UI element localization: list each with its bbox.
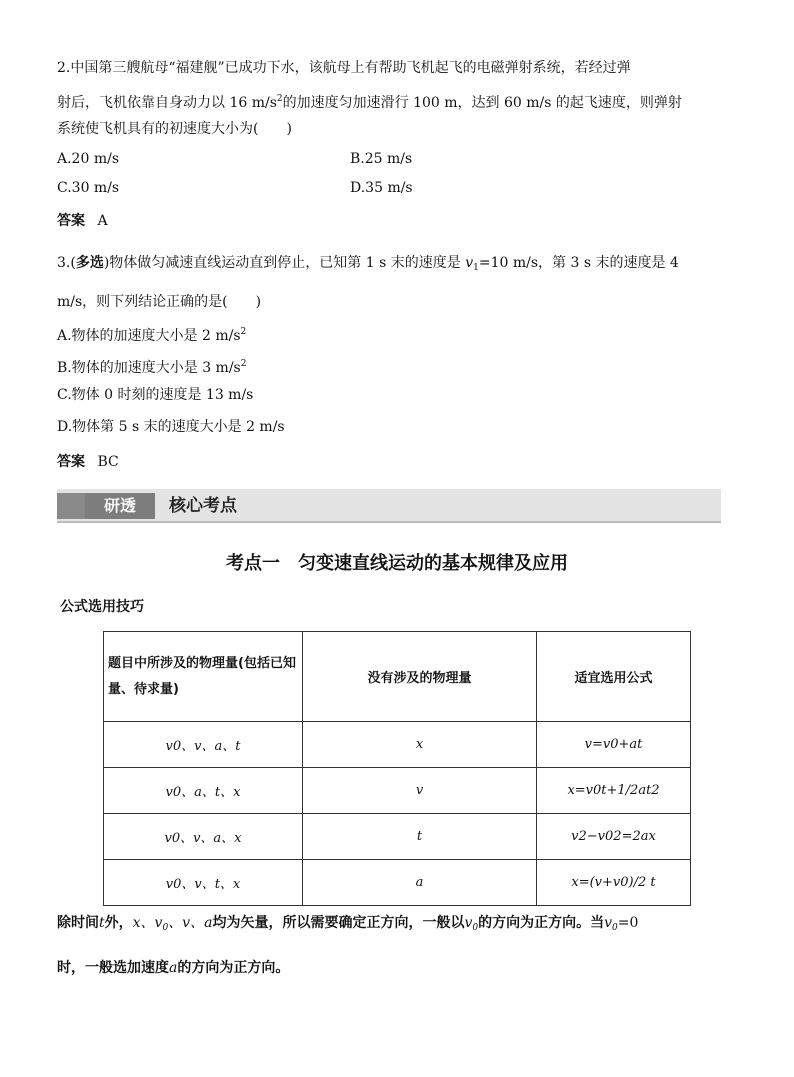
table-row	[104, 768, 691, 814]
q3-line1-b: =10 m/s，第 3 s 末的速度是 4	[478, 255, 679, 271]
q3-answer-label: 答案	[57, 454, 85, 470]
q3-option-c: C.物体 0 时刻的速度是 13 m/s	[57, 387, 254, 403]
section-header-bar	[57, 489, 721, 523]
row3-formula: v2−v02=2ax	[537, 814, 691, 860]
note-vars: x、v	[132, 915, 163, 931]
q2-answer-value: A	[97, 213, 108, 229]
header-quantities: 题目中所涉及的物理量(包括已知量、待求量)	[104, 632, 303, 722]
row1-quantities-text: v0、v、a、t	[165, 739, 241, 754]
q3-answer	[57, 452, 119, 472]
q3-stem-line2: m/s，则下列结论正确的是( )	[57, 294, 262, 310]
row3-missing: t	[303, 814, 537, 860]
q2-stem-line1: 2.中国第三艘航母“福建舰”已成功下水，该航母上有帮助飞机起飞的电磁弹射系统，若经过弹	[57, 60, 631, 76]
note-p5: 的方向为正方向。当	[478, 915, 605, 931]
header-formula: 适宜选用公式	[537, 632, 691, 722]
note-p4: 均为矢量，所以需要确定正方向，一般以	[212, 915, 465, 931]
q3-option-a	[57, 322, 246, 346]
header-missing: 没有涉及的物理量	[303, 632, 537, 722]
table-row	[104, 814, 691, 860]
q2-option-b: B.25 m/s	[350, 151, 413, 167]
table-header-row	[104, 632, 691, 722]
table-row	[104, 722, 691, 768]
note-sub0b: 0	[472, 923, 479, 933]
note-sub0c: 0	[612, 923, 618, 933]
note-v0a: v	[464, 915, 473, 931]
q3-v1-symbol: v	[465, 255, 474, 271]
row3-quantities: v0、v、a、x	[104, 814, 303, 860]
note-p2: 外，	[104, 915, 133, 931]
note-p3: 、v、a	[168, 915, 213, 931]
subtitle: 公式选用技巧	[60, 599, 144, 615]
q3-option-b-sup: 2	[240, 359, 247, 369]
section-tag: 研透	[85, 493, 155, 519]
note-line1	[57, 912, 638, 933]
section-bar-accent	[57, 493, 85, 519]
q2-answer	[57, 211, 108, 231]
row2-quantities: v0、a、t、x	[104, 768, 303, 814]
row1-quantities	[104, 722, 303, 768]
section-title: 核心考点	[169, 496, 237, 516]
q3-option-a-sup: 2	[240, 327, 247, 337]
note-t: t	[99, 915, 105, 931]
q3-number: 3.(	[57, 255, 76, 271]
q2-line2-part-b: 的加速度匀加速滑行 100 m，达到 60 m/s 的起飞速度，则弹射	[282, 95, 682, 111]
q2-stem-line3: 系统使飞机具有的初速度大小为( )	[57, 121, 292, 137]
note-p1: 除时间	[57, 915, 99, 931]
row4-formula: x=(v+v0)/2 t	[537, 860, 691, 906]
note-p6: =0	[617, 915, 639, 931]
note-a: a	[169, 960, 178, 976]
row1-missing: x	[303, 722, 537, 768]
q3-option-b-text: B.物体的加速度大小是 3 m/s	[57, 360, 241, 376]
q3-option-a-text: A.物体的加速度大小是 2 m/s	[57, 328, 241, 344]
row4-missing: a	[303, 860, 537, 906]
q2-answer-label: 答案	[57, 213, 85, 229]
note-p8: 的方向为正方向。	[177, 960, 290, 976]
row2-formula: x=v0t+1/2at2	[537, 768, 691, 814]
q3-option-d: D.物体第 5 s 末的速度大小是 2 m/s	[57, 419, 285, 435]
row4-quantities: v0、v、t、x	[104, 860, 303, 906]
q3-option-b	[57, 354, 246, 378]
q3-answer-value: BC	[97, 454, 119, 470]
row1-formula: v=v0+at	[537, 722, 691, 768]
q2-line2-part-a: 射后，飞机依靠自身动力以 16 m/s	[57, 95, 277, 111]
note-sub0: 0	[162, 923, 169, 933]
q2-stem-line2	[57, 89, 682, 113]
formula-table	[103, 631, 691, 906]
q2-option-a: A.20 m/s	[57, 151, 120, 167]
note-p7: 时，一般选加速度	[57, 960, 169, 976]
q3-stem-line1	[57, 253, 679, 278]
topic-title: 考点一 匀变速直线运动的基本规律及应用	[226, 553, 568, 574]
q3-v1-sub: 1	[473, 263, 479, 273]
q2-line2-sup: 2	[276, 94, 283, 104]
q3-multi-tag: 多选	[75, 255, 104, 271]
note-line2	[57, 957, 289, 977]
q3-line1-a: )物体做匀减速直线运动直到停止，已知第 1 s 末的速度是	[103, 255, 466, 271]
table-row	[104, 860, 691, 906]
q2-option-d: D.35 m/s	[350, 180, 413, 196]
note-v0b: v	[604, 915, 613, 931]
q2-option-c: C.30 m/s	[57, 180, 120, 196]
row2-missing: v	[303, 768, 537, 814]
